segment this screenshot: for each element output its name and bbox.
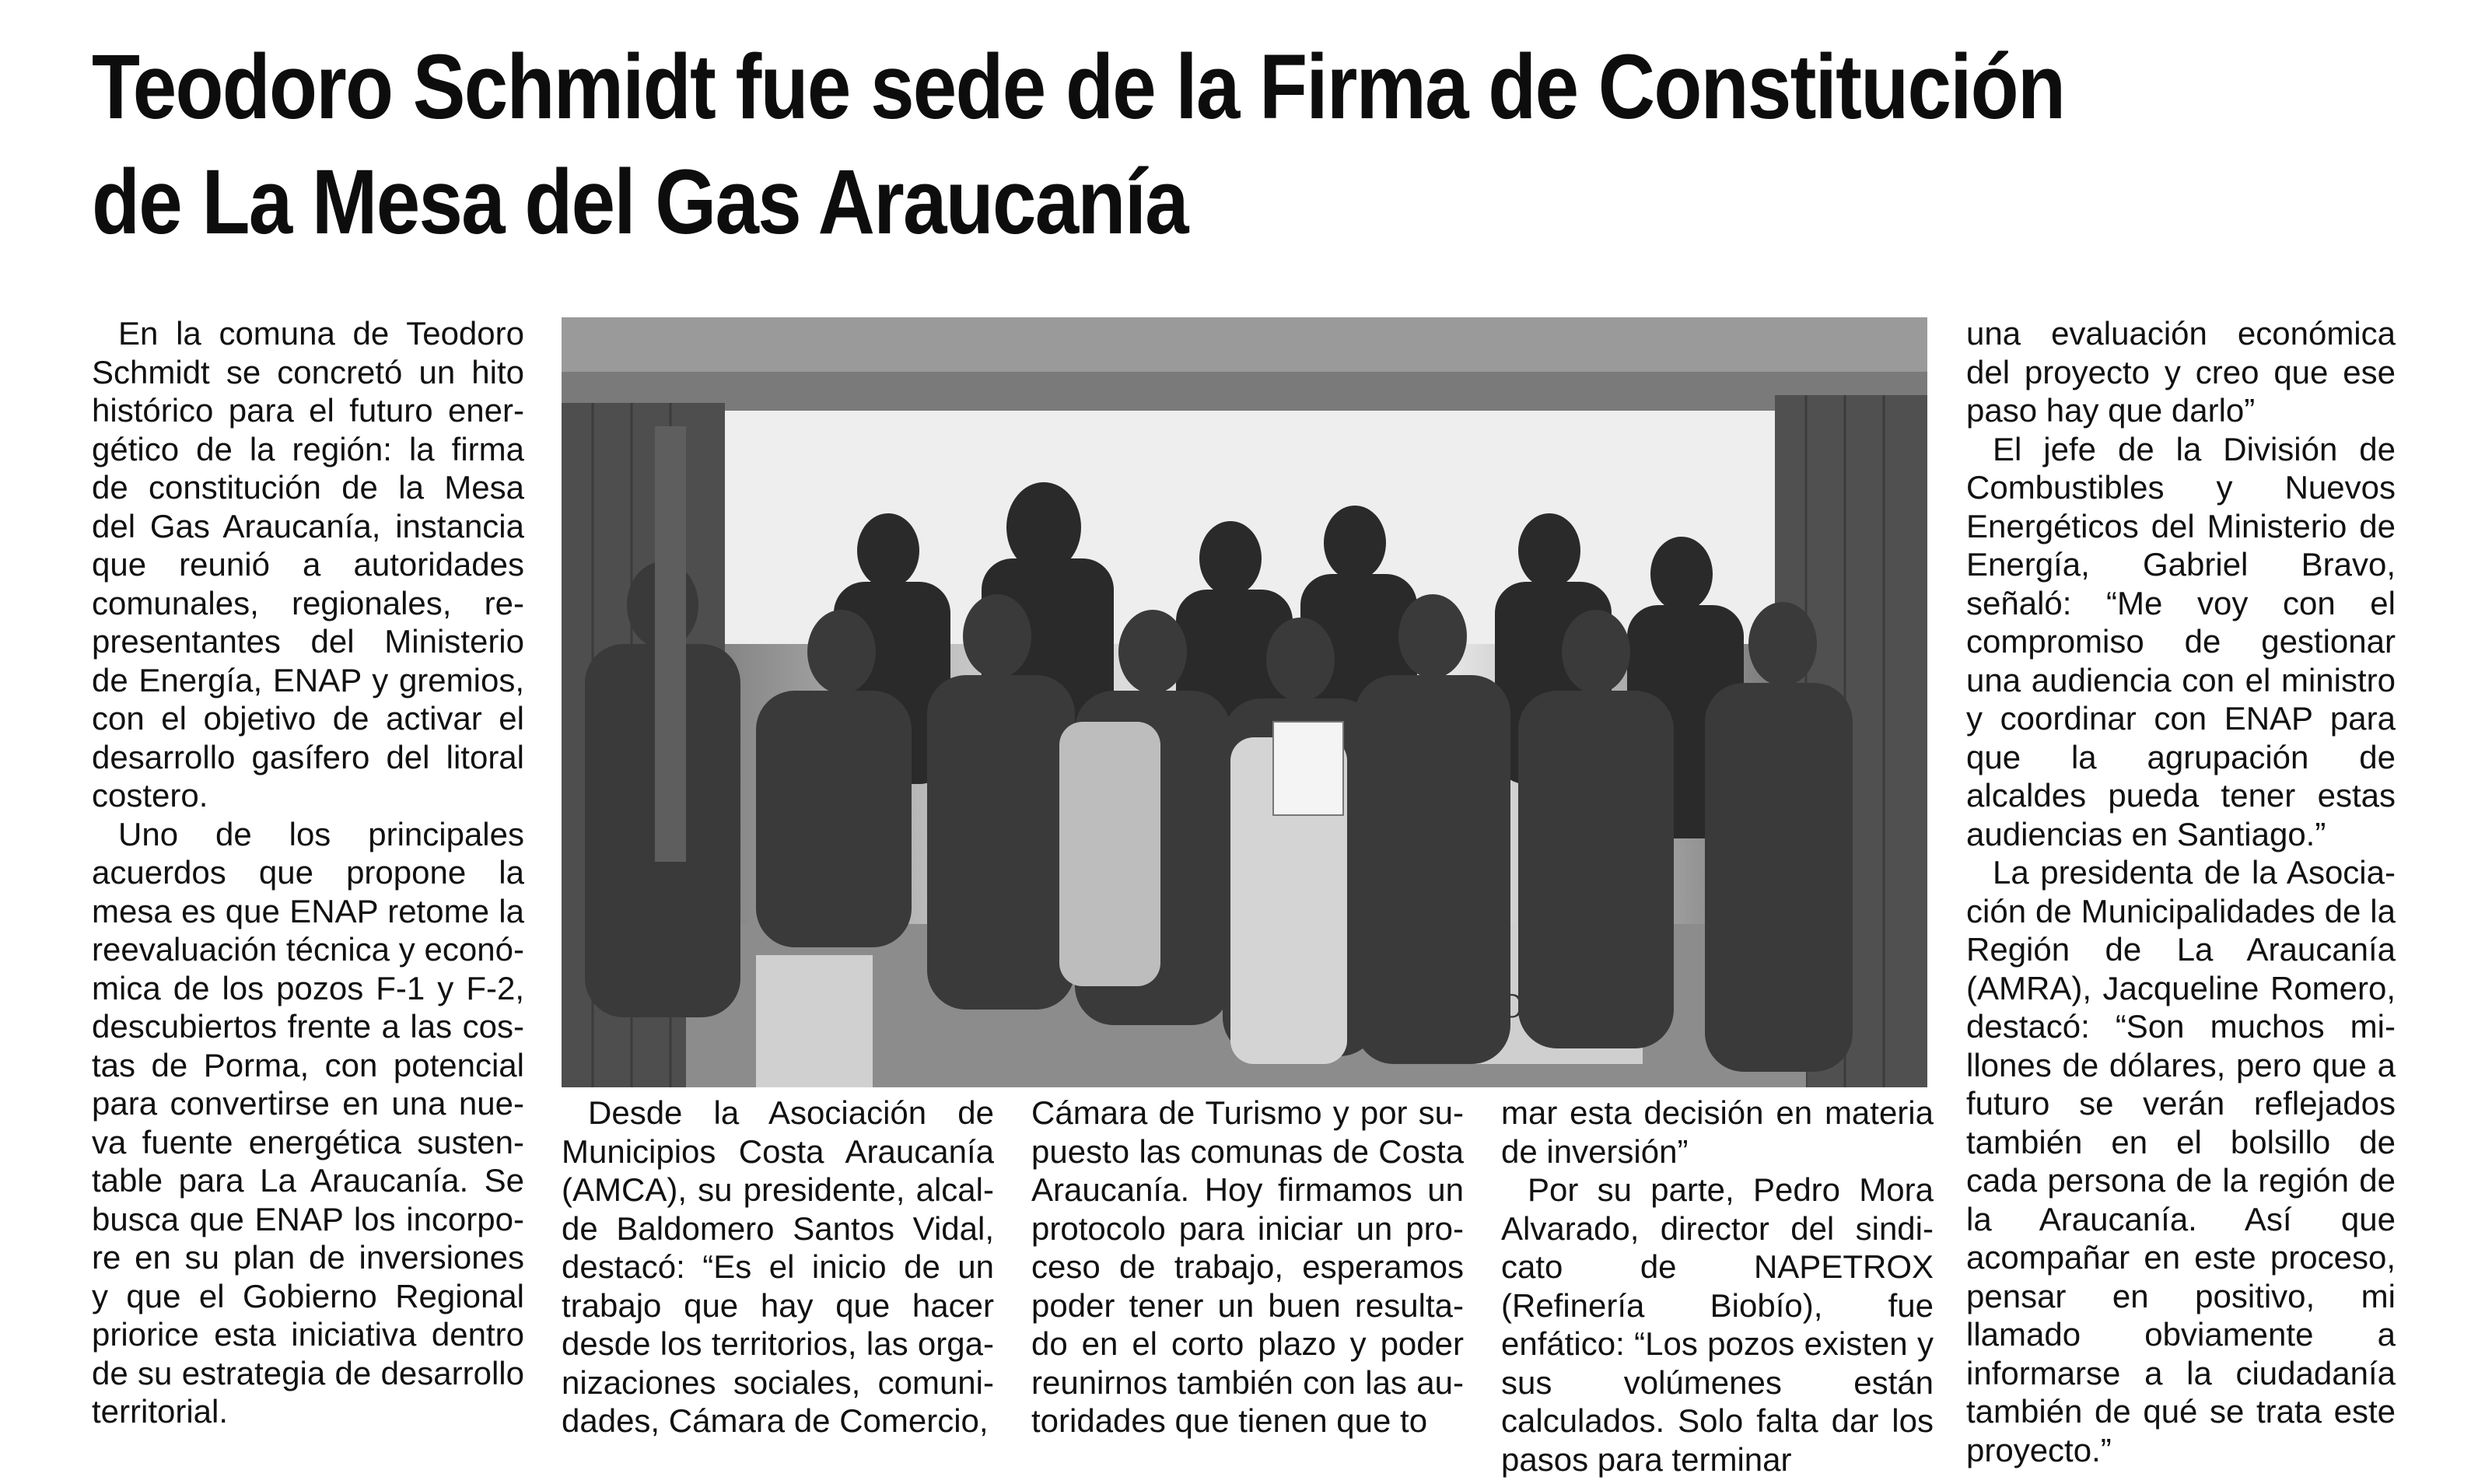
text-column-1	[92, 314, 524, 1431]
paragraph: Cámara de Turismo y por supuesto las comunas de Costa Araucanía. Hoy firmamos un protocolo para iniciar un proceso de trabajo, esperamos poder tener un buen resultado en el corto plazo y poder reunirnos también con las autoridades que tienen que to	[1031, 1094, 1464, 1439]
paragraph: Por su parte, Pedro Mora Alvarado, director del sindicato de NAPETROX (Refinería Biobío), fue enfático: “Los pozos existen y sus volúmenes están calculados. Solo falta dar los pasos para terminar	[1501, 1171, 1934, 1478]
text-column-3	[1031, 1094, 1464, 1440]
paragraph: mar esta decisión en materia de inversión”	[1501, 1094, 1934, 1170]
paragraph: En la comuna de Teodoro Schmidt se concretó un hito histórico para el futuro energético de la región: la firma de constitución de la Mesa del Gas Araucanía, instancia que reunió a autoridades comunales, regionales, representantes del Ministerio de Energía, ENAP y gremios, con el objetivo de activar el desarrollo gasífero del litoral costero.	[92, 315, 524, 814]
text-column-4	[1501, 1094, 1934, 1479]
paragraph: El jefe de la División de Combustibles y Nuevos Energéticos del Ministerio de Energía, Gabriel Bravo, señaló: “Me voy con el compromiso de gestionar una audiencia con el ministro y coordinar con ENAP para que la agrupación de alcaldes pueda tener estas audiencias en Santiago.”	[1966, 430, 2396, 852]
group-photo	[562, 317, 1927, 1087]
paragraph: Uno de los principales acuerdos que propone la mesa es que ENAP retome la reevaluación técnica y económica de los pozos F-1 y F-2, descubiertos frente a las costas de Porma, con potencial para convertirse en una nueva fuente energética sustentable para La Araucanía. Se busca que ENAP los incorpore en su plan de inversiones y que el Gobierno Regional priorice esta iniciativa dentro de su estrategia de desarrollo territorial.	[92, 815, 524, 1430]
paragraph: Desde la Asociación de Municipios Costa Araucanía (AMCA), su presidente, alcalde Baldomero Santos Vidal, destacó: “Es el inicio de un trabajo que hay que hacer desde los territorios, las organizaciones sociales, comunidades, Cámara de Comercio,	[562, 1094, 994, 1439]
text-column-2	[562, 1094, 994, 1440]
paragraph: una evaluación económica del proyecto y creo que ese paso hay que darlo”	[1966, 315, 2396, 429]
paragraph: La presidenta de la Asociación de Municipalidades de la Región de La Araucanía (AMRA), Jacqueline Romero, destacó: “Son muchos millones de dólares, pero que a futuro se verán reflejados también en el bolsillo de cada persona de la región de la Araucanía. Así que acompañar en este proceso, pensar en positivo, mi llamado obviamente a informarse a la ciudadanía también de qué se trata este proyecto.”	[1966, 854, 2396, 1468]
text-column-5	[1966, 314, 2396, 1469]
article-headline: Teodoro Schmidt fue sede de la Firma de Constitución de La Mesa del Gas Araucanía	[92, 36, 2065, 254]
